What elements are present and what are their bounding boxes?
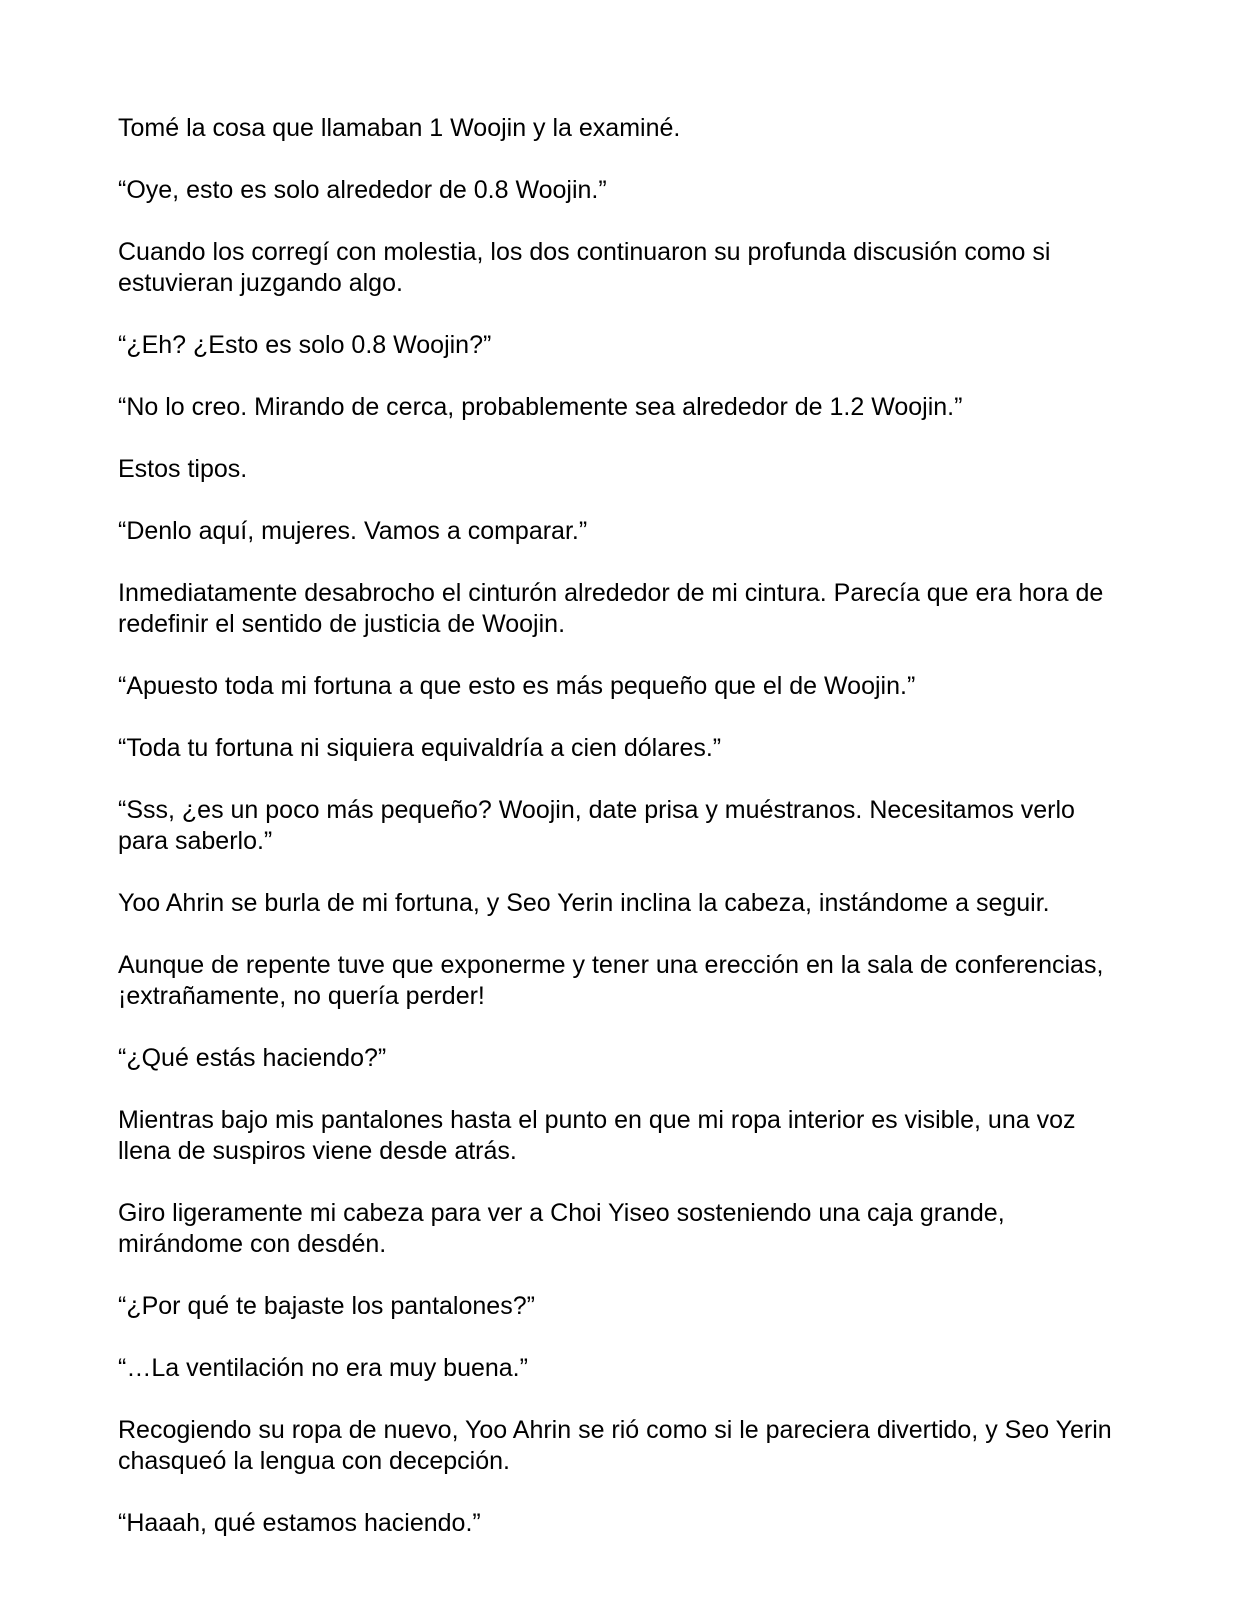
paragraph: “¿Por qué te bajaste los pantalones?” xyxy=(118,1292,535,1320)
paragraph: “¿Qué estás haciendo?” xyxy=(118,1044,387,1072)
paragraph: “…La ventilación no era muy buena.” xyxy=(118,1354,528,1382)
paragraph: “Denlo aquí, mujeres. Vamos a comparar.” xyxy=(118,517,588,545)
paragraph: “Haaah, qué estamos haciendo.” xyxy=(118,1509,481,1537)
paragraph: “Apuesto toda mi fortuna a que esto es más pequeño que el de Woojin.” xyxy=(118,672,916,700)
document-body xyxy=(118,113,1128,1539)
paragraph: Inmediatamente desabrocho el cinturón alrededor de mi cintura. Parecía que era hora de redefinir el sentido de justicia de Woojin. xyxy=(118,579,1104,638)
paragraph: Aunque de repente tuve que exponerme y tener una erección en la sala de conferencias, ¡extrañamente, no quería perder! xyxy=(118,951,1104,1010)
paragraph: Recogiendo su ropa de nuevo, Yoo Ahrin se rió como si le pareciera divertido, y Seo Yerin chasqueó la lengua con decepción. xyxy=(118,1416,1112,1475)
paragraph: Giro ligeramente mi cabeza para ver a Choi Yiseo sosteniendo una caja grande, mirándome con desdén. xyxy=(118,1199,1005,1258)
paragraph: “Oye, esto es solo alrededor de 0.8 Woojin.” xyxy=(118,176,607,204)
paragraph: “¿Eh? ¿Esto es solo 0.8 Woojin?” xyxy=(118,331,492,359)
paragraph: “No lo creo. Mirando de cerca, probablemente sea alrededor de 1.2 Woojin.” xyxy=(118,393,963,421)
paragraph: Yoo Ahrin se burla de mi fortuna, y Seo Yerin inclina la cabeza, instándome a seguir. xyxy=(118,889,1050,917)
paragraph: Mientras bajo mis pantalones hasta el punto en que mi ropa interior es visible, una voz llena de suspiros viene desde atrás. xyxy=(118,1106,1076,1165)
paragraph: “Sss, ¿es un poco más pequeño? Woojin, date prisa y muéstranos. Necesitamos verlo para saberlo.” xyxy=(118,796,1075,855)
paragraph: “Toda tu fortuna ni siquiera equivaldría a cien dólares.” xyxy=(118,734,722,762)
paragraph: Cuando los corregí con molestia, los dos continuaron su profunda discusión como si estuvieran juzgando algo. xyxy=(118,238,1051,297)
paragraph: Estos tipos. xyxy=(118,455,248,483)
paragraph: Tomé la cosa que llamaban 1 Woojin y la examiné. xyxy=(118,114,681,142)
